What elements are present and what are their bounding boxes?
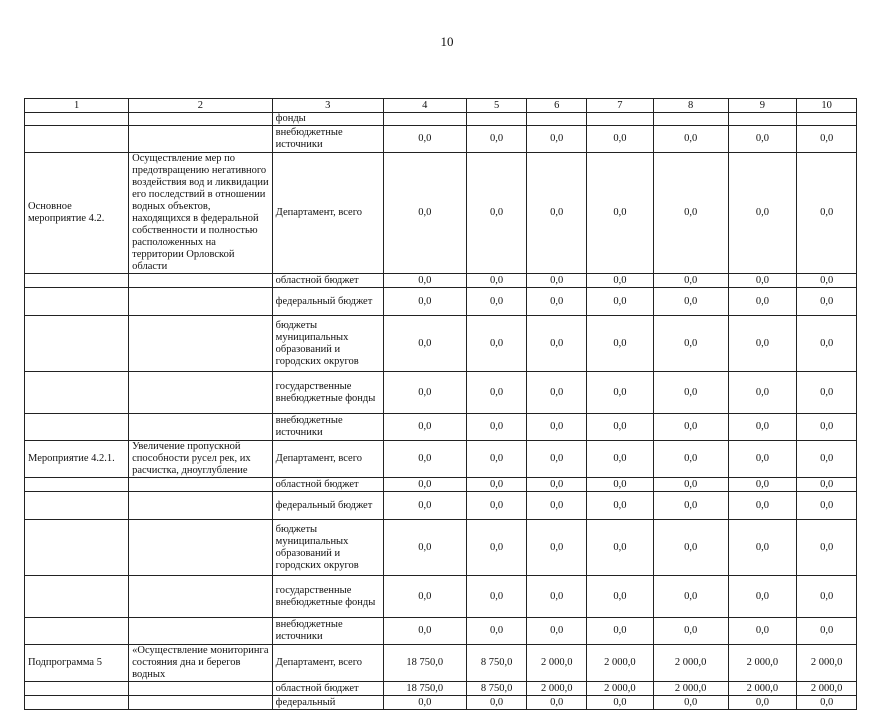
value-cell: 0,0 — [383, 520, 466, 576]
value-cell — [587, 113, 654, 126]
value-cell: 0,0 — [653, 696, 728, 710]
value-cell: 0,0 — [728, 288, 797, 316]
table-row — [25, 576, 857, 618]
value-cell: 0,0 — [587, 274, 654, 288]
value-cell: 0,0 — [653, 520, 728, 576]
value-cell — [653, 113, 728, 126]
value-cell: 0,0 — [466, 153, 527, 274]
event-description-cell — [129, 372, 273, 414]
value-cell: 0,0 — [587, 316, 654, 372]
event-description-cell — [129, 492, 273, 520]
value-cell: 0,0 — [653, 126, 728, 153]
value-cell: 0,0 — [797, 576, 857, 618]
value-cell: 0,0 — [587, 618, 654, 645]
event-name-cell: Подпрограмма 5 — [25, 645, 129, 682]
event-name-cell — [25, 126, 129, 153]
value-cell: 0,0 — [383, 696, 466, 710]
value-cell: 0,0 — [466, 126, 527, 153]
event-name-cell — [25, 316, 129, 372]
value-cell: 2 000,0 — [653, 645, 728, 682]
value-cell: 0,0 — [653, 316, 728, 372]
value-cell: 0,0 — [728, 576, 797, 618]
value-cell: 0,0 — [527, 316, 587, 372]
value-cell: 0,0 — [728, 492, 797, 520]
event-name-cell — [25, 682, 129, 696]
value-cell: 0,0 — [383, 618, 466, 645]
event-description-cell — [129, 520, 273, 576]
value-cell: 0,0 — [797, 316, 857, 372]
funding-source-cell: внебюджетные источники — [272, 618, 383, 645]
value-cell: 0,0 — [527, 492, 587, 520]
value-cell: 0,0 — [587, 520, 654, 576]
table-row — [25, 316, 857, 372]
value-cell: 0,0 — [527, 153, 587, 274]
value-cell: 0,0 — [527, 414, 587, 441]
value-cell: 0,0 — [728, 372, 797, 414]
value-cell: 0,0 — [466, 372, 527, 414]
header-cell: 9 — [728, 99, 797, 113]
value-cell: 0,0 — [466, 492, 527, 520]
value-cell: 0,0 — [797, 478, 857, 492]
event-description-cell — [129, 274, 273, 288]
value-cell: 0,0 — [466, 316, 527, 372]
table-body — [25, 113, 857, 710]
value-cell: 0,0 — [587, 288, 654, 316]
event-description-cell — [129, 478, 273, 492]
value-cell: 0,0 — [728, 316, 797, 372]
header-cell: 5 — [466, 99, 527, 113]
funding-source-cell: Департамент, всего — [272, 645, 383, 682]
value-cell: 0,0 — [527, 618, 587, 645]
event-name-cell — [25, 414, 129, 441]
value-cell: 0,0 — [797, 520, 857, 576]
value-cell: 0,0 — [466, 274, 527, 288]
value-cell: 2 000,0 — [587, 645, 654, 682]
value-cell: 0,0 — [797, 153, 857, 274]
budget-table — [24, 98, 857, 710]
value-cell: 0,0 — [527, 126, 587, 153]
value-cell: 0,0 — [587, 153, 654, 274]
table-row — [25, 682, 857, 696]
table-row — [25, 414, 857, 441]
event-description-cell — [129, 316, 273, 372]
value-cell: 0,0 — [383, 576, 466, 618]
header-cell: 7 — [587, 99, 654, 113]
value-cell: 0,0 — [527, 696, 587, 710]
table-row — [25, 478, 857, 492]
event-description-cell — [129, 288, 273, 316]
table-row — [25, 288, 857, 316]
value-cell: 0,0 — [728, 153, 797, 274]
funding-source-cell: фонды — [272, 113, 383, 126]
value-cell: 0,0 — [587, 492, 654, 520]
value-cell — [466, 113, 527, 126]
value-cell: 0,0 — [466, 414, 527, 441]
header-cell: 3 — [272, 99, 383, 113]
event-name-cell — [25, 372, 129, 414]
event-name-cell — [25, 478, 129, 492]
header-cell: 6 — [527, 99, 587, 113]
value-cell: 8 750,0 — [466, 682, 527, 696]
value-cell: 0,0 — [587, 372, 654, 414]
value-cell: 0,0 — [587, 126, 654, 153]
funding-source-cell: федеральный бюджет — [272, 288, 383, 316]
header-cell: 8 — [653, 99, 728, 113]
value-cell: 0,0 — [527, 274, 587, 288]
event-name-cell — [25, 113, 129, 126]
value-cell: 0,0 — [653, 414, 728, 441]
value-cell: 0,0 — [587, 696, 654, 710]
value-cell: 0,0 — [653, 576, 728, 618]
funding-source-cell: федеральный бюджет — [272, 492, 383, 520]
value-cell: 0,0 — [527, 372, 587, 414]
funding-source-cell: внебюджетные источники — [272, 126, 383, 153]
value-cell: 0,0 — [527, 520, 587, 576]
value-cell: 0,0 — [466, 576, 527, 618]
event-name-cell — [25, 274, 129, 288]
table-row — [25, 126, 857, 153]
event-description-cell — [129, 113, 273, 126]
event-description-cell — [129, 126, 273, 153]
value-cell: 2 000,0 — [527, 645, 587, 682]
funding-source-cell: Департамент, всего — [272, 153, 383, 274]
value-cell: 0,0 — [797, 274, 857, 288]
header-cell: 1 — [25, 99, 129, 113]
funding-source-cell: Департамент, всего — [272, 441, 383, 478]
value-cell: 0,0 — [587, 414, 654, 441]
event-name-cell — [25, 576, 129, 618]
event-description-cell — [129, 696, 273, 710]
table-row — [25, 520, 857, 576]
table-row — [25, 492, 857, 520]
header-cell: 2 — [129, 99, 273, 113]
value-cell: 0,0 — [728, 478, 797, 492]
funding-source-cell: государственные внебюджетные фонды — [272, 576, 383, 618]
value-cell: 0,0 — [728, 696, 797, 710]
value-cell — [527, 113, 587, 126]
value-cell: 0,0 — [466, 618, 527, 645]
value-cell: 0,0 — [587, 441, 654, 478]
value-cell — [797, 113, 857, 126]
value-cell: 0,0 — [797, 288, 857, 316]
value-cell: 0,0 — [797, 492, 857, 520]
value-cell: 0,0 — [728, 441, 797, 478]
event-description-cell: Увеличение пропускной способности русел рек, их расчистка, дноуглубление — [129, 441, 273, 478]
value-cell: 0,0 — [653, 372, 728, 414]
event-name-cell — [25, 618, 129, 645]
value-cell: 2 000,0 — [728, 645, 797, 682]
value-cell — [728, 113, 797, 126]
value-cell: 0,0 — [383, 316, 466, 372]
table-row — [25, 618, 857, 645]
event-description-cell — [129, 414, 273, 441]
value-cell: 18 750,0 — [383, 682, 466, 696]
value-cell: 0,0 — [797, 696, 857, 710]
value-cell: 0,0 — [653, 478, 728, 492]
value-cell: 0,0 — [466, 520, 527, 576]
value-cell: 2 000,0 — [797, 645, 857, 682]
funding-source-cell: бюджеты муниципальных образований и городских округов — [272, 520, 383, 576]
value-cell: 0,0 — [797, 126, 857, 153]
event-name-cell — [25, 520, 129, 576]
event-description-cell — [129, 576, 273, 618]
value-cell: 0,0 — [728, 618, 797, 645]
header-row — [25, 99, 857, 113]
value-cell: 0,0 — [383, 153, 466, 274]
funding-source-cell: государственные внебюджетные фонды — [272, 372, 383, 414]
funding-source-cell: областной бюджет — [272, 682, 383, 696]
value-cell: 0,0 — [653, 288, 728, 316]
value-cell: 0,0 — [383, 288, 466, 316]
value-cell: 0,0 — [383, 414, 466, 441]
value-cell: 0,0 — [383, 478, 466, 492]
event-name-cell — [25, 492, 129, 520]
funding-source-cell: областной бюджет — [272, 478, 383, 492]
value-cell: 2 000,0 — [587, 682, 654, 696]
value-cell: 0,0 — [653, 274, 728, 288]
event-name-cell — [25, 696, 129, 710]
table-row — [25, 274, 857, 288]
table-row — [25, 696, 857, 710]
page-number: 10 — [440, 34, 454, 49]
value-cell: 8 750,0 — [466, 645, 527, 682]
value-cell: 0,0 — [653, 441, 728, 478]
table-row — [25, 153, 857, 274]
table-row — [25, 645, 857, 682]
event-name-cell: Основное мероприятие 4.2. — [25, 153, 129, 274]
value-cell: 0,0 — [797, 372, 857, 414]
event-description-cell — [129, 682, 273, 696]
event-description-cell: «Осуществление мониторинга состояния дна и берегов водных — [129, 645, 273, 682]
value-cell: 0,0 — [466, 441, 527, 478]
table-row — [25, 441, 857, 478]
table-row — [25, 372, 857, 414]
value-cell: 0,0 — [653, 492, 728, 520]
value-cell: 0,0 — [527, 576, 587, 618]
value-cell — [383, 113, 466, 126]
value-cell: 0,0 — [728, 414, 797, 441]
value-cell: 0,0 — [728, 520, 797, 576]
value-cell: 0,0 — [797, 414, 857, 441]
value-cell: 0,0 — [527, 441, 587, 478]
value-cell: 2 000,0 — [527, 682, 587, 696]
funding-source-cell: бюджеты муниципальных образований и городских округов — [272, 316, 383, 372]
value-cell: 2 000,0 — [728, 682, 797, 696]
value-cell: 0,0 — [383, 372, 466, 414]
value-cell: 0,0 — [653, 153, 728, 274]
value-cell: 0,0 — [466, 696, 527, 710]
value-cell: 0,0 — [797, 618, 857, 645]
value-cell: 0,0 — [797, 441, 857, 478]
header-cell: 10 — [797, 99, 857, 113]
value-cell: 0,0 — [466, 478, 527, 492]
value-cell: 0,0 — [383, 126, 466, 153]
table-row — [25, 113, 857, 126]
value-cell: 0,0 — [383, 492, 466, 520]
value-cell: 0,0 — [728, 274, 797, 288]
event-name-cell: Мероприятие 4.2.1. — [25, 441, 129, 478]
funding-source-cell: внебюджетные источники — [272, 414, 383, 441]
value-cell: 0,0 — [728, 126, 797, 153]
value-cell: 0,0 — [466, 288, 527, 316]
value-cell: 0,0 — [587, 478, 654, 492]
value-cell: 0,0 — [383, 441, 466, 478]
event-description-cell: Осуществление мер по предотвращению негативного воздействия вод и ликвидации его последствий в отношении водных объектов, находящихся в федеральной собственности и полностью расположенных на территории Орловской области — [129, 153, 273, 274]
value-cell: 2 000,0 — [797, 682, 857, 696]
value-cell: 0,0 — [587, 576, 654, 618]
value-cell: 18 750,0 — [383, 645, 466, 682]
funding-source-cell: областной бюджет — [272, 274, 383, 288]
value-cell: 2 000,0 — [653, 682, 728, 696]
value-cell: 0,0 — [383, 274, 466, 288]
event-description-cell — [129, 618, 273, 645]
header-cell: 4 — [383, 99, 466, 113]
event-name-cell — [25, 288, 129, 316]
value-cell: 0,0 — [527, 478, 587, 492]
value-cell: 0,0 — [653, 618, 728, 645]
value-cell: 0,0 — [527, 288, 587, 316]
funding-source-cell: федеральный — [272, 696, 383, 710]
